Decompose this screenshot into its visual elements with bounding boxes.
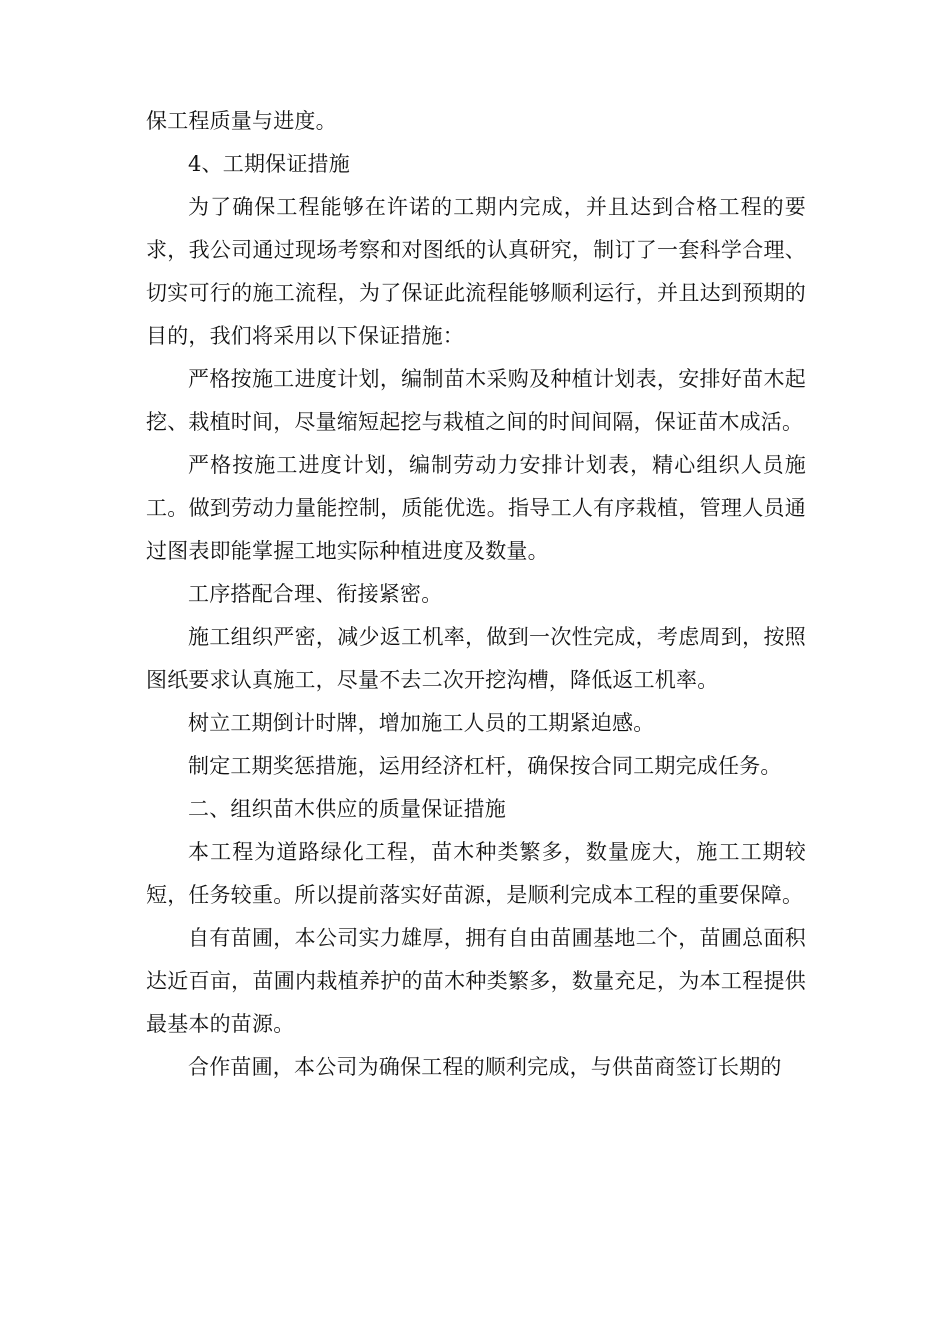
paragraph-1: 保工程质量与进度。 (146, 109, 337, 133)
paragraph-8: 树立工期倒计时牌，增加施工人员的工期紧迫感。 (188, 711, 655, 735)
paragraph-13: 合作苗圃，本公司为确保工程的顺利完成，与供苗商签订长期的 (188, 1055, 782, 1079)
paragraph-11: 本工程为道路绿化工程，苗木种类繁多，数量庞大，施工工期较短，任务较重。所以提前落实好苗源，是顺利完成本工程的重要保障。 (146, 840, 806, 907)
document-body (146, 100, 806, 1089)
paragraph-5: 严格按施工进度计划，编制劳动力安排计划表，精心组织人员施工。做到劳动力量能控制，质能优选。指导工人有序栽植，管理人员通过图表即能掌握工地实际种植进度及数量。 (146, 453, 806, 563)
paragraph-9: 制定工期奖惩措施，运用经济杠杆，确保按合同工期完成任务。 (188, 754, 782, 778)
paragraph-3: 为了确保工程能够在许诺的工期内完成，并且达到合格工程的要求，我公司通过现场考察和对图纸的认真研究，制订了一套科学合理、切实可行的施工流程，为了保证此流程能够顺利运行，并且达到预期的目的，我们将采用以下保证措施： (146, 195, 806, 348)
paragraph-4: 严格按施工进度计划，编制苗木采购及种植计划表，安排好苗木起挖、栽植时间，尽量缩短起挖与栽植之间的时间间隔，保证苗木成活。 (146, 367, 806, 434)
section-heading-seedling-supply: 二、组织苗木供应的质量保证措施 (188, 797, 506, 821)
section-heading-schedule-measures: 4、工期保证措施 (188, 152, 350, 176)
paragraph-6: 工序搭配合理、衔接紧密。 (188, 582, 443, 606)
paragraph-7: 施工组织严密，减少返工机率，做到一次性完成，考虑周到，按照图纸要求认真施工，尽量不去二次开挖沟槽，降低返工机率。 (146, 625, 806, 692)
paragraph-12: 自有苗圃，本公司实力雄厚，拥有自由苗圃基地二个，苗圃总面积达近百亩，苗圃内栽植养护的苗木种类繁多，数量充足，为本工程提供最基本的苗源。 (146, 926, 806, 1036)
